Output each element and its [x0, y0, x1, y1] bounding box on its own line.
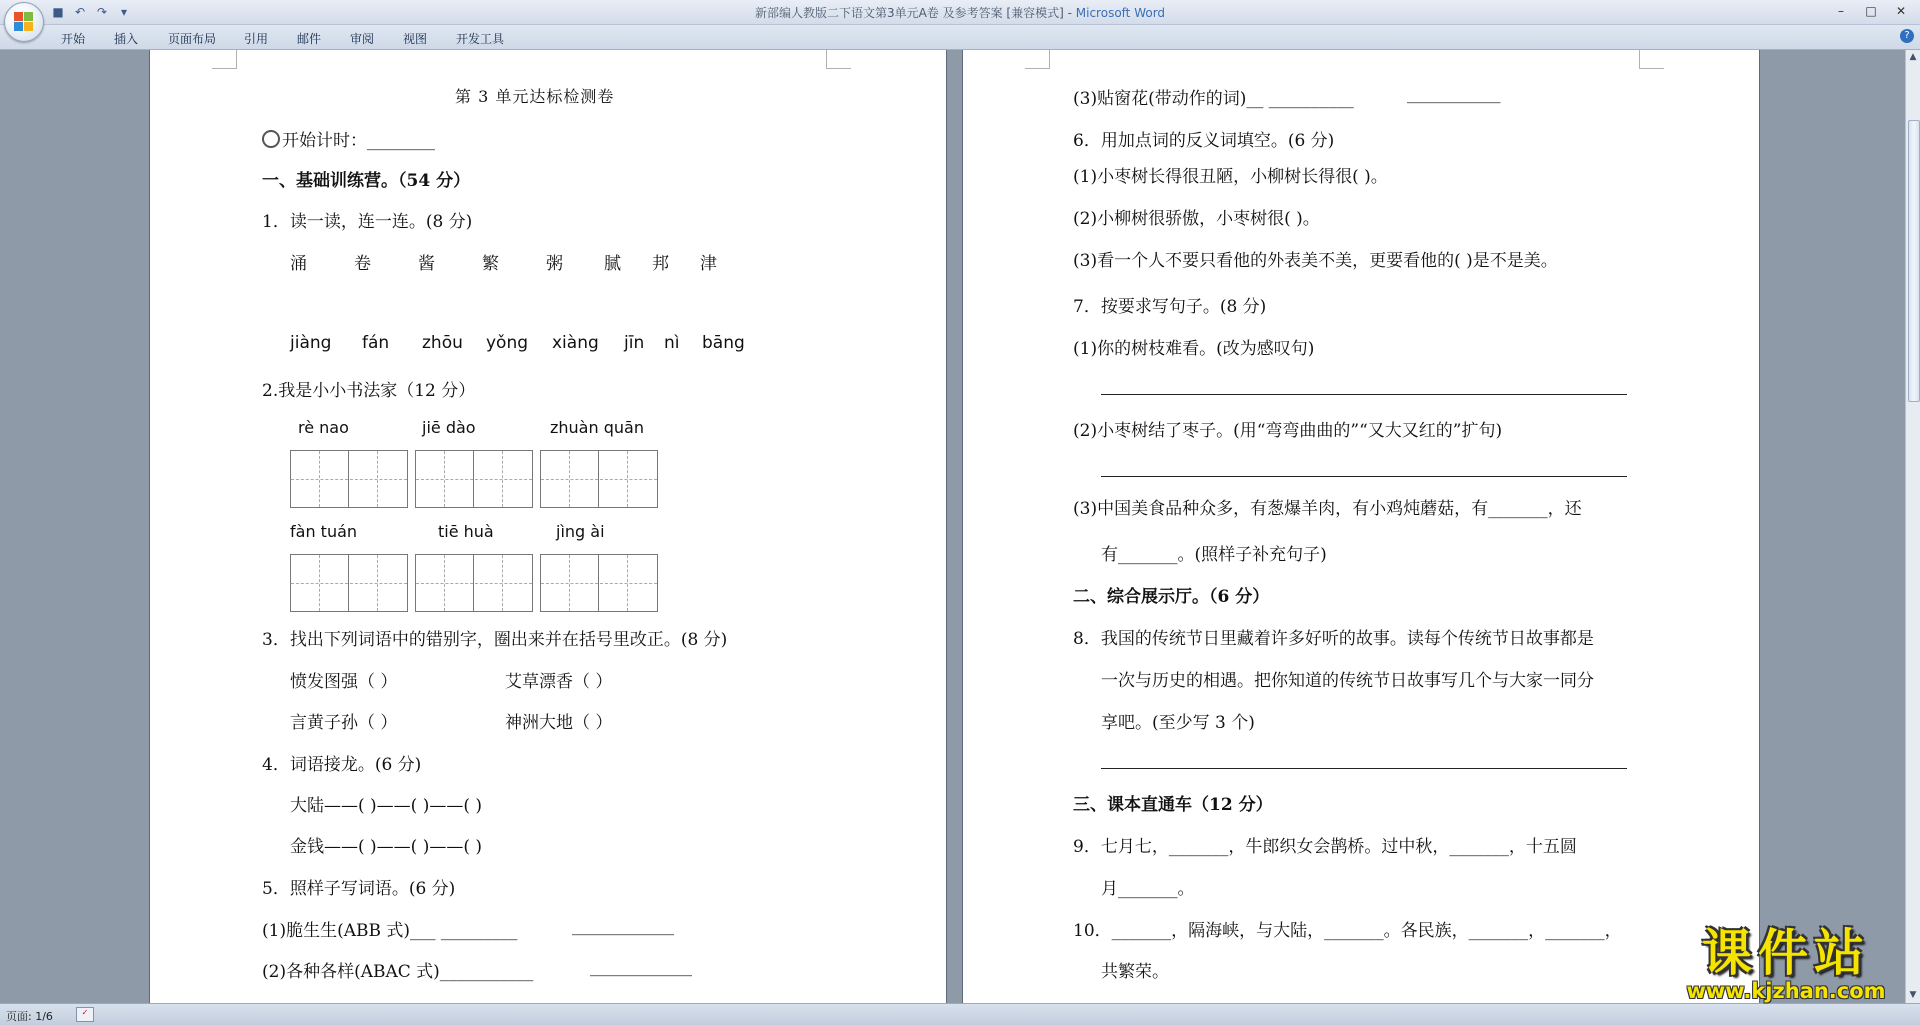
q6-item: (1)小枣树长得很丑陋，小柳树长得很( )。: [1073, 167, 1388, 187]
minimize-button[interactable]: –: [1838, 4, 1844, 18]
question-10-cont: 共繁荣。: [1101, 962, 1169, 982]
q5-item: (1)脆生生(ABB 式)___ _________: [262, 921, 518, 941]
q1-char: 粥: [546, 254, 563, 274]
q7-item-cont: 有_______。(照样子补充句子): [1101, 545, 1327, 565]
watermark-url: www.kjzhan.com: [1686, 979, 1886, 1003]
crop-mark: [212, 50, 237, 69]
tab-page-layout[interactable]: 页面布局: [168, 32, 217, 46]
window-title: [0, 4, 1920, 21]
q1-pinyin-item: yǒng: [486, 333, 529, 353]
q3-item: 神洲大地（ ）: [505, 713, 613, 733]
q1-pinyin: [290, 333, 745, 353]
crop-mark: [826, 50, 851, 69]
undo-icon[interactable]: ↶: [74, 5, 86, 19]
scroll-up-icon[interactable]: ▲: [1909, 52, 1917, 62]
q2-pinyin: zhuàn quān: [550, 418, 644, 437]
q3-item: 言黄子孙（ ）: [290, 713, 398, 733]
office-logo-icon: [14, 12, 34, 32]
q6-item: (3)看一个人不要只看他的外表美不美，更要看他的( )是不是美。: [1073, 251, 1558, 271]
question-5: 5．照样子写词语。(6 分): [262, 879, 456, 899]
crop-mark: [1639, 50, 1664, 69]
tab-review[interactable]: 审阅: [350, 32, 375, 46]
answer-line[interactable]: [1101, 768, 1627, 769]
writing-grid[interactable]: [415, 554, 533, 612]
timer-line: [262, 126, 435, 151]
q2-pinyin: fàn tuán: [290, 522, 358, 541]
q1-characters: [290, 249, 730, 274]
answer-line[interactable]: [1101, 394, 1627, 395]
tab-home[interactable]: 开始: [61, 32, 86, 46]
q1-char: 卷: [354, 254, 371, 274]
writing-grid[interactable]: [290, 554, 408, 612]
q1-char: 酱: [418, 254, 435, 274]
writing-grid[interactable]: [540, 450, 658, 508]
q2-pinyin: jiē dào: [422, 418, 476, 437]
q1-pinyin-item: jīn: [624, 333, 645, 353]
customize-toolbar-icon[interactable]: ▾: [120, 5, 128, 19]
save-icon[interactable]: ■: [52, 5, 64, 19]
q2-pinyin: jìng ài: [556, 522, 605, 541]
q2-pinyin: tiē huà: [438, 522, 494, 541]
section-1-title: 一、基础训练营。（54 分）: [262, 171, 471, 191]
q3-item: 艾草漂香（ ）: [505, 672, 613, 692]
document-title: 新部编人教版二下语文第3单元A卷 及参考答案 [兼容模式] -: [754, 6, 1076, 20]
writing-grid[interactable]: [540, 554, 658, 612]
q1-pinyin-item: xiàng: [552, 333, 599, 353]
q1-char: 涌: [290, 254, 307, 274]
q1-pinyin-item: zhōu: [422, 333, 463, 353]
doc-title: 第 3 单元达标检测卷: [455, 87, 615, 106]
q1-char: 腻: [604, 254, 621, 274]
q3-item: 愤发图强（ ）: [290, 672, 398, 692]
close-button[interactable]: ✕: [1895, 4, 1907, 18]
page-1[interactable]: [150, 50, 946, 1004]
answer-line[interactable]: [1101, 476, 1627, 477]
q4-item: 大陆——( )——( )——( ): [290, 796, 483, 816]
window-controls: [1828, 2, 1914, 20]
q1-char: 津: [700, 254, 717, 274]
app-name: Microsoft Word: [1075, 6, 1166, 20]
proofing-icon[interactable]: ✓: [76, 1007, 94, 1022]
writing-grid[interactable]: [415, 450, 533, 508]
question-4: 4．词语接龙。(6 分): [262, 755, 422, 775]
scroll-down-icon[interactable]: ▼: [1909, 990, 1917, 1000]
section-3-title: 三、课本直通车（12 分）: [1073, 795, 1273, 815]
q4-item: 金钱——( )——( )——( ): [290, 837, 483, 857]
office-button[interactable]: [4, 2, 44, 42]
question-9-cont: 月_______。: [1101, 879, 1195, 899]
crop-mark: [1025, 50, 1050, 69]
q1-pinyin-item: fán: [362, 333, 390, 353]
tab-mailings[interactable]: 邮件: [297, 32, 322, 46]
page-indicator[interactable]: 页面: 1/6: [6, 1010, 53, 1023]
q2-pinyin-row-1: [298, 418, 644, 437]
q5-blank: ____________: [572, 916, 674, 936]
q6-item: (2)小柳树很骄傲，小枣树很( )。: [1073, 209, 1320, 229]
timer-text: 开始计时：________: [282, 131, 435, 151]
q1-char: 繁: [482, 254, 499, 274]
question-7: 7．按要求写句子。(8 分): [1073, 297, 1267, 317]
tab-view[interactable]: 视图: [403, 32, 428, 46]
q5-blank: ___________: [1407, 84, 1501, 104]
q5-item-3: (3)贴窗花(带动作的词)__ __________: [1073, 89, 1354, 109]
document-area[interactable]: [0, 50, 1906, 1004]
writing-grid[interactable]: [290, 450, 408, 508]
q5-blank: ____________: [590, 957, 692, 977]
clock-icon: [262, 130, 280, 148]
q1-char: 邦: [652, 254, 669, 274]
question-9: 9．七月七，_______，牛郎织女会鹊桥。过中秋，_______，十五圆: [1073, 837, 1577, 857]
question-3: 3．找出下列词语中的错别字，圈出来并在括号里改正。(8 分): [262, 630, 728, 650]
q1-pinyin-item: jiàng: [290, 333, 332, 353]
tab-developer[interactable]: 开发工具: [456, 32, 505, 46]
help-icon[interactable]: ?: [1900, 29, 1914, 43]
maximize-button[interactable]: □: [1865, 4, 1877, 18]
question-8-cont: 享吧。(至少写 3 个): [1101, 713, 1255, 733]
ribbon-tabs: [0, 25, 1920, 50]
question-8-cont: 一次与历史的相遇。把你知道的传统节日故事写几个与大家一同分: [1101, 671, 1594, 691]
redo-icon[interactable]: ↷: [96, 5, 108, 19]
question-2: 2.我是小小书法家（12 分）: [262, 381, 476, 401]
watermark-logo: 课件站: [1702, 924, 1870, 982]
question-1: 1．读一读，连一连。(8 分): [262, 212, 473, 232]
vertical-scrollbar[interactable]: [1905, 50, 1920, 1004]
q7-item: (1)你的树枝难看。(改为感叹句): [1073, 339, 1315, 359]
q7-item: (2)小枣树结了枣子。(用“弯弯曲曲的”“又大又红的”扩句): [1073, 421, 1503, 441]
question-8: 8．我国的传统节日里藏着许多好听的故事。读每个传统节日故事都是: [1073, 629, 1594, 649]
q2-pinyin: rè nao: [298, 418, 349, 437]
title-bar: [0, 0, 1920, 25]
status-bar: [0, 1003, 1920, 1025]
page-2[interactable]: [963, 50, 1759, 1004]
q1-pinyin-item: nì: [664, 333, 680, 353]
q2-pinyin-row-2: [290, 522, 605, 541]
section-2-title: 二、综合展示厅。（6 分）: [1073, 587, 1270, 607]
question-10: 10．_______，隔海峡，与大陆，_______。各民族，_______，_______，: [1073, 921, 1622, 941]
question-6: 6．用加点词的反义词填空。(6 分): [1073, 131, 1335, 151]
q1-pinyin-item: bāng: [702, 333, 745, 353]
tab-insert[interactable]: 插入: [114, 32, 139, 46]
tab-references[interactable]: 引用: [244, 32, 269, 46]
q7-item: (3)中国美食品种众多，有葱爆羊肉，有小鸡炖蘑菇，有_______，还: [1073, 499, 1582, 519]
scroll-thumb[interactable]: [1908, 120, 1920, 402]
site-watermark: [1666, 926, 1906, 1004]
q5-item: (2)各种各样(ABAC 式)___________: [262, 962, 534, 982]
